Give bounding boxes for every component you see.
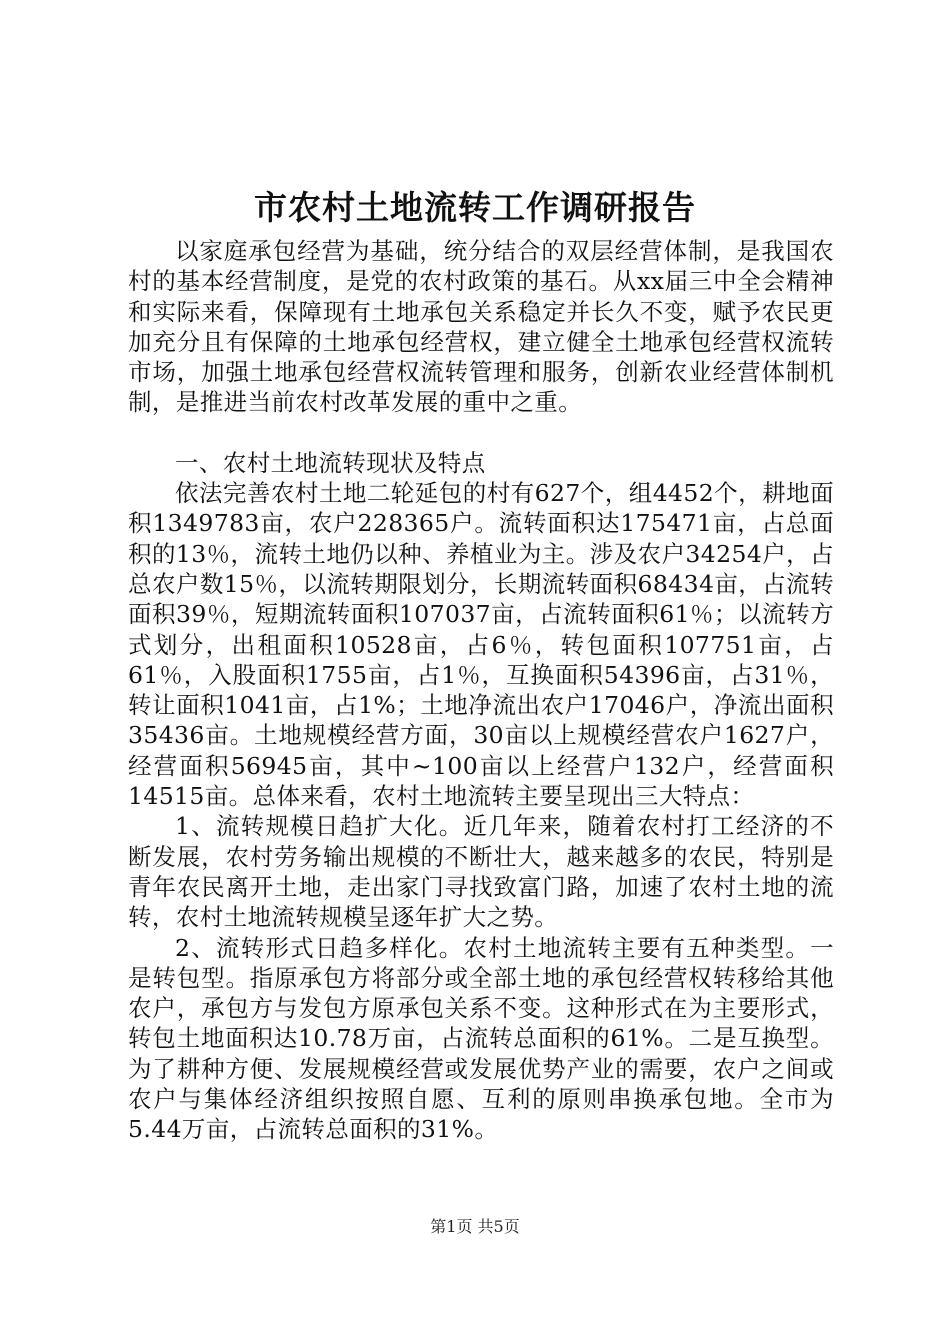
feature-paragraph-2: 2、流转形式日趋多样化。农村土地流转主要有五种类型。一是转包型。指原承包方将部分或全部土地的承包经营权转移给其他农户，承包方与发包方原承包关系不变。这种形式在为主要形式，转包土地面积达10.78万亩，占流转总面积的61%。二是互换型。为了耕种方便、发展规模经营或发展优势产业的需要，农户之间或农户与集体经济组织按照自愿、互利的原则串换承包地。全市为5.44万亩，占流转总面积的31%。 — [128, 933, 834, 1144]
intro-paragraph: 以家庭承包经营为基础，统分结合的双层经营体制，是我国农村的基本经营制度，是党的农村政策的基石。从xx届三中全会精神和实际来看，保障现有土地承包关系稳定并长久不变，赋予农民更加充分且有保障的土地承包经营权，建立健全土地承包经营权流转市场，加强土地承包经营权流转管理和服务，创新农业经营体制机制，是推进当前农村改革发展的重中之重。 — [128, 237, 834, 417]
page-footer: 第1页 共5页 — [430, 1217, 520, 1236]
document-body — [128, 236, 834, 1145]
section-heading: 一、农村土地流转现状及特点 — [175, 448, 486, 477]
status-paragraph: 依法完善农村土地二轮延包的村有627个，组4452个，耕地面积1349783亩，农户228365户。流转面积达175471亩，占总面积的13％，流转土地仍以种、养植业为主。涉及农户34254户，占总农户数15％，以流转期限划分，长期流转面积68434亩，占流转面积39％，短期流转面积107037亩，占流转面积61％；以流转方式划分，出租面积10528亩，占6％，转包面积107751亩，占61％，入股面积1755亩，占1％，互换面积54396亩，占31％，转让面积1041亩，占1%；土地净流出农户17046户，净流出面积35436亩。土地规模经营方面，30亩以上规模经营农户1627户，经营面积56945亩，其中~100亩以上经营户132户，经营面积14515亩。总体来看，农村土地流转主要呈现出三大特点： — [128, 479, 834, 811]
document-title: 市农村土地流转工作调研报告 — [254, 188, 696, 227]
feature-paragraph-1: 1、流转规模日趋扩大化。近几年来，随着农村打工经济的不断发展，农村劳务输出规模的不断壮大，越来越多的农民，特别是青年农民离开土地，走出家门寻找致富门路，加速了农村土地的流转，农村土地流转规模呈逐年扩大之势。 — [128, 812, 834, 932]
